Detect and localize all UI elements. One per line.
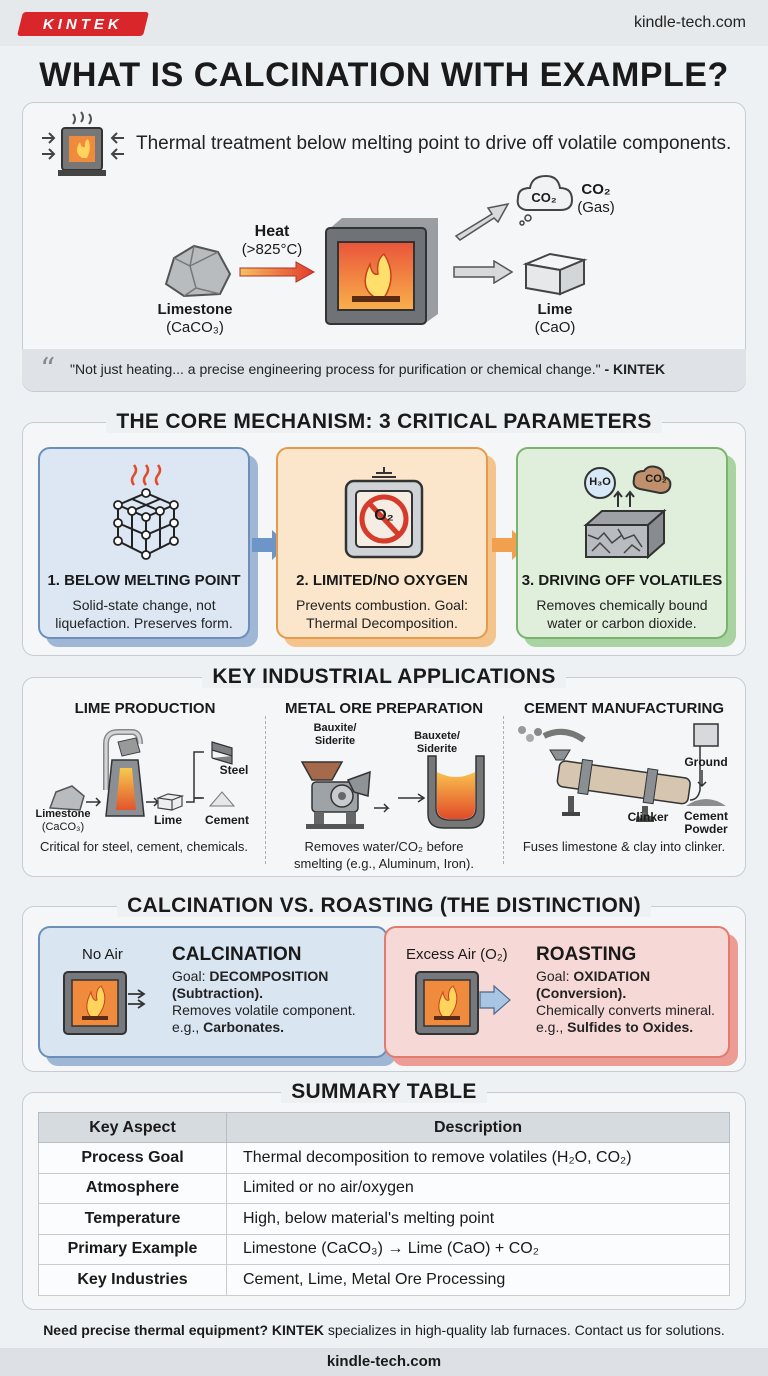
clinker-label: Clinker xyxy=(627,810,669,824)
heat-arrow-icon xyxy=(238,260,318,284)
calc-line: Removes volatile component. xyxy=(172,1002,356,1018)
footer-note-a: Need precise thermal equipment? xyxy=(43,1322,272,1338)
ore-right-label: Bauxete/ Siderite xyxy=(414,730,460,755)
footer-brand: KINTEK xyxy=(271,1322,325,1338)
app-title-lime: LIME PRODUCTION xyxy=(74,700,216,717)
row-key: Temperature xyxy=(39,1204,227,1235)
footer-note-b: specializes in high-quality lab furnaces. Contact us for solutions. xyxy=(324,1322,725,1338)
roast-line: Chemically converts mineral. xyxy=(536,1002,715,1018)
quote-author: - KINTEK xyxy=(604,361,666,377)
ore-left-label: Bauxite/ Siderite xyxy=(313,722,357,747)
row-value: High, below material's melting point xyxy=(227,1204,730,1235)
steel-label: Steel xyxy=(219,763,249,777)
table-row xyxy=(39,1265,730,1296)
row-value: Thermal decomposition to remove volatiles (H₂O, CO₂) xyxy=(227,1143,730,1174)
output-name: Lime xyxy=(537,301,573,318)
logo-text: KINTEK xyxy=(43,15,123,33)
definition-text: Thermal treatment below melting point to drive off volatile components. xyxy=(136,133,732,154)
app-title-ore: METAL ORE PREPARATION xyxy=(284,700,484,717)
output-formula: (CaO) xyxy=(534,319,576,336)
table-row xyxy=(39,1234,730,1265)
card-body: Prevents combustion. Goal: Thermal Decomposition. xyxy=(296,597,468,631)
limestone-rock-icon xyxy=(160,240,234,300)
furnace-arrows-icon xyxy=(40,108,126,180)
footer-note xyxy=(0,1322,768,1338)
card-limited-oxygen xyxy=(276,447,488,639)
site-url-bottom[interactable]: kindle-tech.com xyxy=(326,1353,442,1370)
input-label xyxy=(140,300,250,319)
mechanism-title: THE CORE MECHANISM: 3 CRITICAL PARAMETERS xyxy=(0,410,768,434)
cement-powder-label: Cement Powder xyxy=(683,809,728,836)
summary-table xyxy=(38,1112,730,1296)
card-title: 2. LIMITED/NO OXYGEN xyxy=(296,572,468,589)
summary-title: SUMMARY TABLE xyxy=(0,1080,768,1104)
app-desc-lime: Critical for steel, cement, chemicals. xyxy=(39,839,249,854)
cement-label: Cement xyxy=(204,813,249,827)
app-desc-cement: Fuses limestone & clay into clinker. xyxy=(522,839,726,854)
comparison-title: CALCINATION VS. ROASTING (THE DISTINCTION) xyxy=(0,894,768,918)
card-body: Removes chemically bound water or carbon dioxide. xyxy=(536,597,708,631)
kintek-logo[interactable] xyxy=(17,12,149,36)
roast-goal: Goal: OXIDATION xyxy=(536,968,651,984)
card-below-melting xyxy=(38,447,250,639)
co2-bubble-text: CO₂ xyxy=(645,473,667,485)
roasting-furnace-icon xyxy=(414,970,514,1040)
card-driving-volatiles xyxy=(516,447,728,639)
up-arrow-icon xyxy=(452,196,512,242)
app-desc-ore: Removes water/CO₂ before smelting (e.g., Aluminum, Iron). xyxy=(294,839,474,871)
furnace-icon xyxy=(322,216,444,328)
calc-goal: Goal: DECOMPOSITION xyxy=(172,968,329,984)
calcination-title: CALCINATION xyxy=(172,944,302,965)
row-value: Limestone (CaCO₃) → Lime (CaO) + CO₂ xyxy=(227,1234,730,1265)
ore-crusher-furnace-diagram xyxy=(294,752,490,832)
heat-label: Heat xyxy=(254,223,290,240)
o2-text: O₂ xyxy=(374,507,394,524)
calc-example: e.g., Carbonates. xyxy=(172,1019,285,1035)
page-title: WHAT IS CALCINATION WITH EXAMPLE? xyxy=(39,56,729,94)
h3o-bubble-text: H₃O xyxy=(589,476,611,488)
ground-label: Ground xyxy=(684,755,728,769)
lime-label: Lime xyxy=(153,813,182,827)
crystal-lattice-icon xyxy=(104,459,188,563)
row-value: Limited or no air/oxygen xyxy=(227,1173,730,1204)
roast-air-label: Excess Air (O₂) xyxy=(406,946,508,963)
divider xyxy=(503,716,504,864)
calc-air-label: No Air xyxy=(82,946,123,963)
quote-mark-icon: “ xyxy=(40,352,56,387)
row-key: Process Goal xyxy=(39,1143,227,1174)
roast-example: e.g., Sulfides to Oxides. xyxy=(536,1019,694,1035)
col-header: Description xyxy=(227,1113,730,1143)
table-row xyxy=(39,1143,730,1174)
lime-cube-icon xyxy=(522,250,588,296)
co2-bubble-text: CO₂ xyxy=(531,190,557,205)
table-row xyxy=(39,1204,730,1235)
quote xyxy=(70,361,665,377)
col-header: Key Aspect xyxy=(39,1113,227,1143)
calcination-furnace-icon xyxy=(62,970,154,1040)
gas-name: CO₂ xyxy=(581,181,611,198)
roast-goal2: (Conversion). xyxy=(536,985,627,1001)
app-title-cement: CEMENT MANUFACTURING xyxy=(524,700,724,717)
card-body: Solid-state change, not liquefaction. Preserves form. xyxy=(55,597,233,631)
card-title: 1. BELOW MELTING POINT xyxy=(47,572,241,589)
lime-input-label: Limestone (CaCO₃) xyxy=(35,808,91,833)
row-key: Atmosphere xyxy=(39,1173,227,1204)
table-row xyxy=(39,1173,730,1204)
row-key: Key Industries xyxy=(39,1265,227,1296)
applications-title: KEY INDUSTRIAL APPLICATIONS xyxy=(0,665,768,689)
input-name: Limestone xyxy=(157,301,233,318)
table-header-row xyxy=(39,1113,730,1143)
row-key: Primary Example xyxy=(39,1234,227,1265)
row-value: Cement, Lime, Metal Ore Processing xyxy=(227,1265,730,1296)
quote-text: "Not just heating... a precise engineering process for purification or chemical change." xyxy=(70,361,601,377)
card-title: 3. DRIVING OFF VOLATILES xyxy=(521,572,723,589)
heat-temp: (>825°C) xyxy=(241,241,303,258)
site-url-top[interactable]: kindle-tech.com xyxy=(633,14,746,31)
calc-goal2: (Subtraction). xyxy=(172,985,263,1001)
roasting-title: ROASTING xyxy=(536,944,637,965)
gas-state: (Gas) xyxy=(577,199,615,216)
right-arrow-icon xyxy=(452,260,514,284)
input-formula: (CaCO₃) xyxy=(166,319,224,336)
